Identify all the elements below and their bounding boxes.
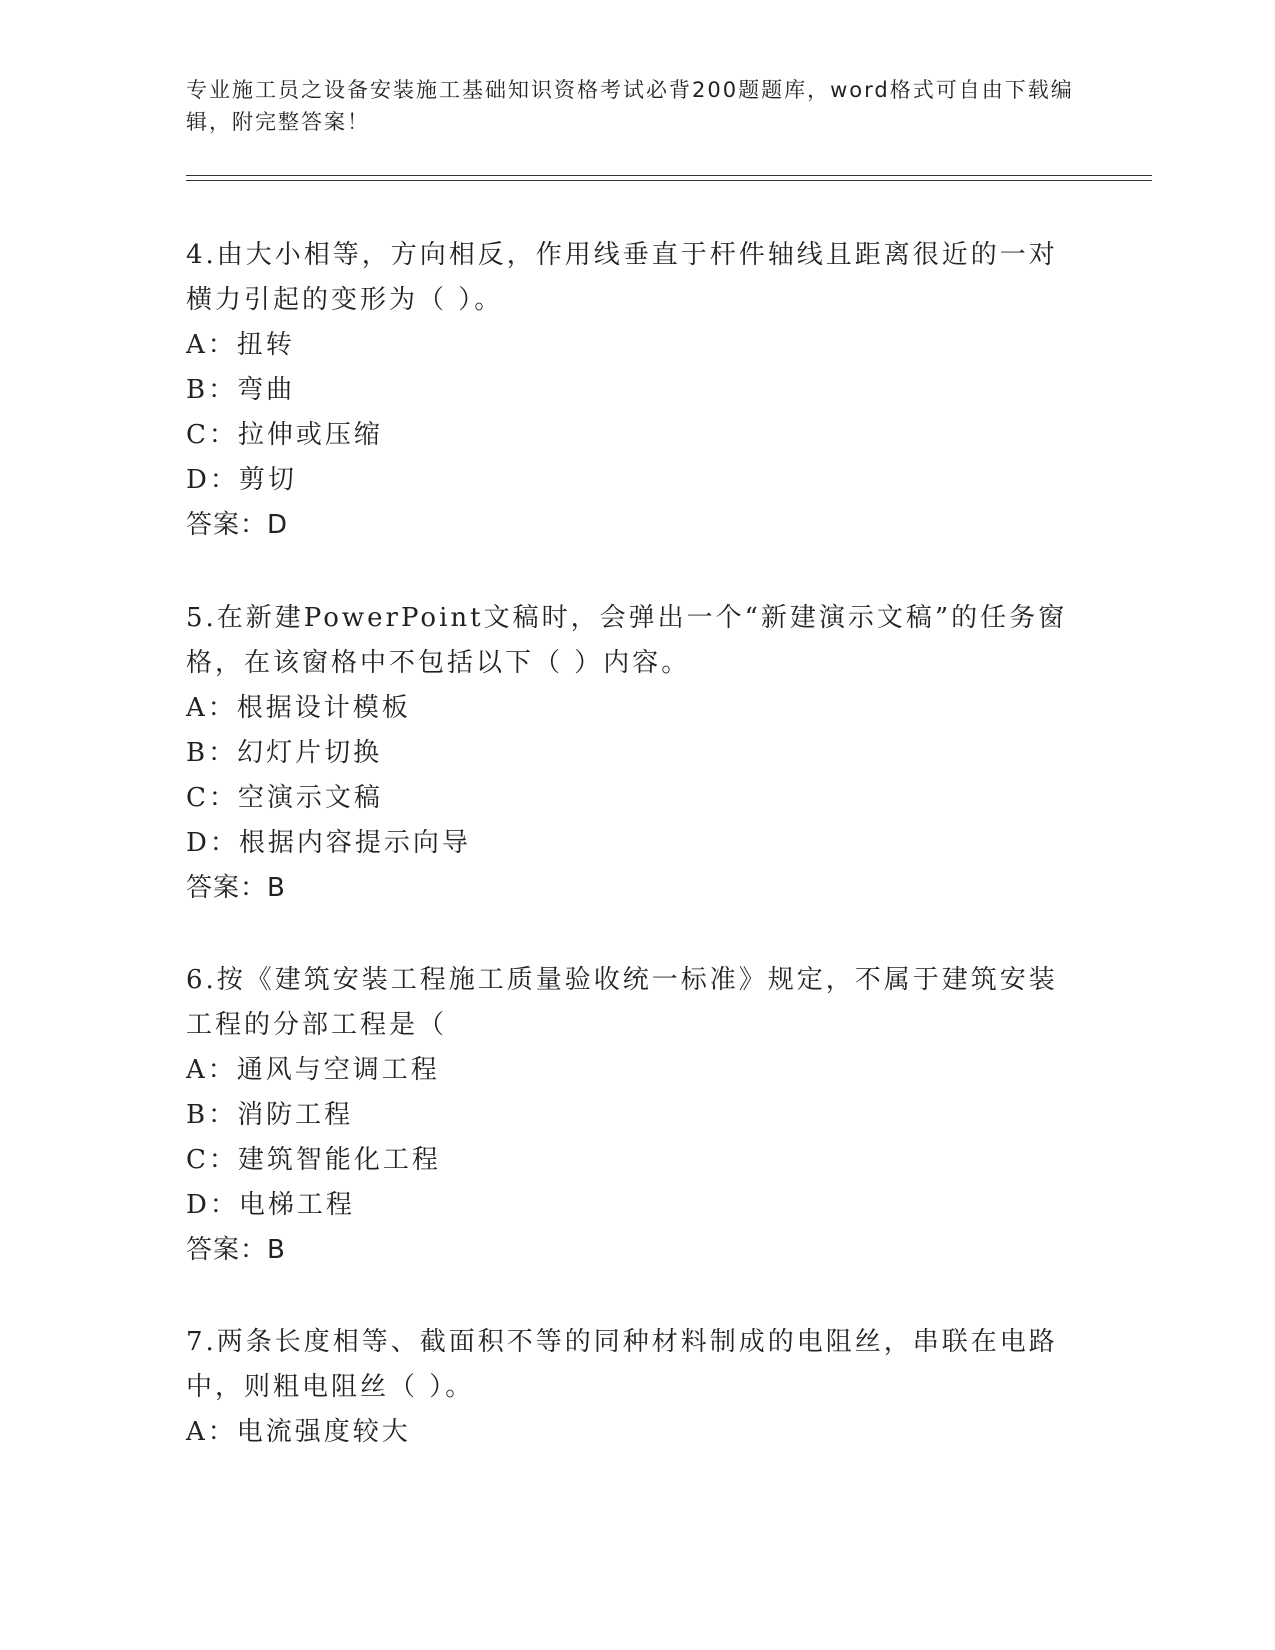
question-4 [186, 233, 1086, 548]
option-a: A：通风与空调工程 [186, 1055, 440, 1085]
option-b: B：消防工程 [186, 1100, 354, 1130]
option-a: A：电流强度较大 [186, 1417, 411, 1447]
question-stem: 6.按《建筑安装工程施工质量验收统一标准》规定，不属于建筑安装工程的分部工程是（ [186, 965, 1058, 1040]
header-divider-bottom [186, 180, 1152, 181]
option-c: C：空演示文稿 [186, 783, 383, 813]
question-stem: 5.在新建PowerPoint文稿时，会弹出一个“新建演示文稿”的任务窗格，在该窗格中不包括以下（ ）内容。 [186, 603, 1068, 678]
option-d: D：剪切 [186, 465, 297, 495]
option-c: C：拉伸或压缩 [186, 420, 383, 450]
question-6 [186, 958, 1086, 1273]
question-5 [186, 596, 1086, 911]
option-b: B：弯曲 [186, 375, 296, 405]
answer: 答案：B [186, 1235, 286, 1265]
option-c: C：建筑智能化工程 [186, 1145, 441, 1175]
option-b: B：幻灯片切换 [186, 738, 383, 768]
option-a: A：扭转 [186, 330, 295, 360]
question-stem: 4.由大小相等，方向相反，作用线垂直于杆件轴线且距离很近的一对横力引起的变形为（ ）。 [186, 240, 1058, 315]
option-d: D：根据内容提示向导 [186, 828, 471, 858]
option-a: A：根据设计模板 [186, 693, 411, 723]
question-stem: 7.两条长度相等、截面积不等的同种材料制成的电阻丝，串联在电路中，则粗电阻丝（ ）。 [186, 1327, 1058, 1402]
question-7 [186, 1320, 1086, 1455]
answer: 答案：B [186, 873, 286, 903]
answer: 答案：D [186, 510, 289, 540]
header-divider-top [186, 175, 1152, 176]
option-d: D：电梯工程 [186, 1190, 355, 1220]
document-header: 专业施工员之设备安装施工基础知识资格考试必背200题题库，word格式可自由下载编辑，附完整答案！ [186, 78, 1074, 134]
